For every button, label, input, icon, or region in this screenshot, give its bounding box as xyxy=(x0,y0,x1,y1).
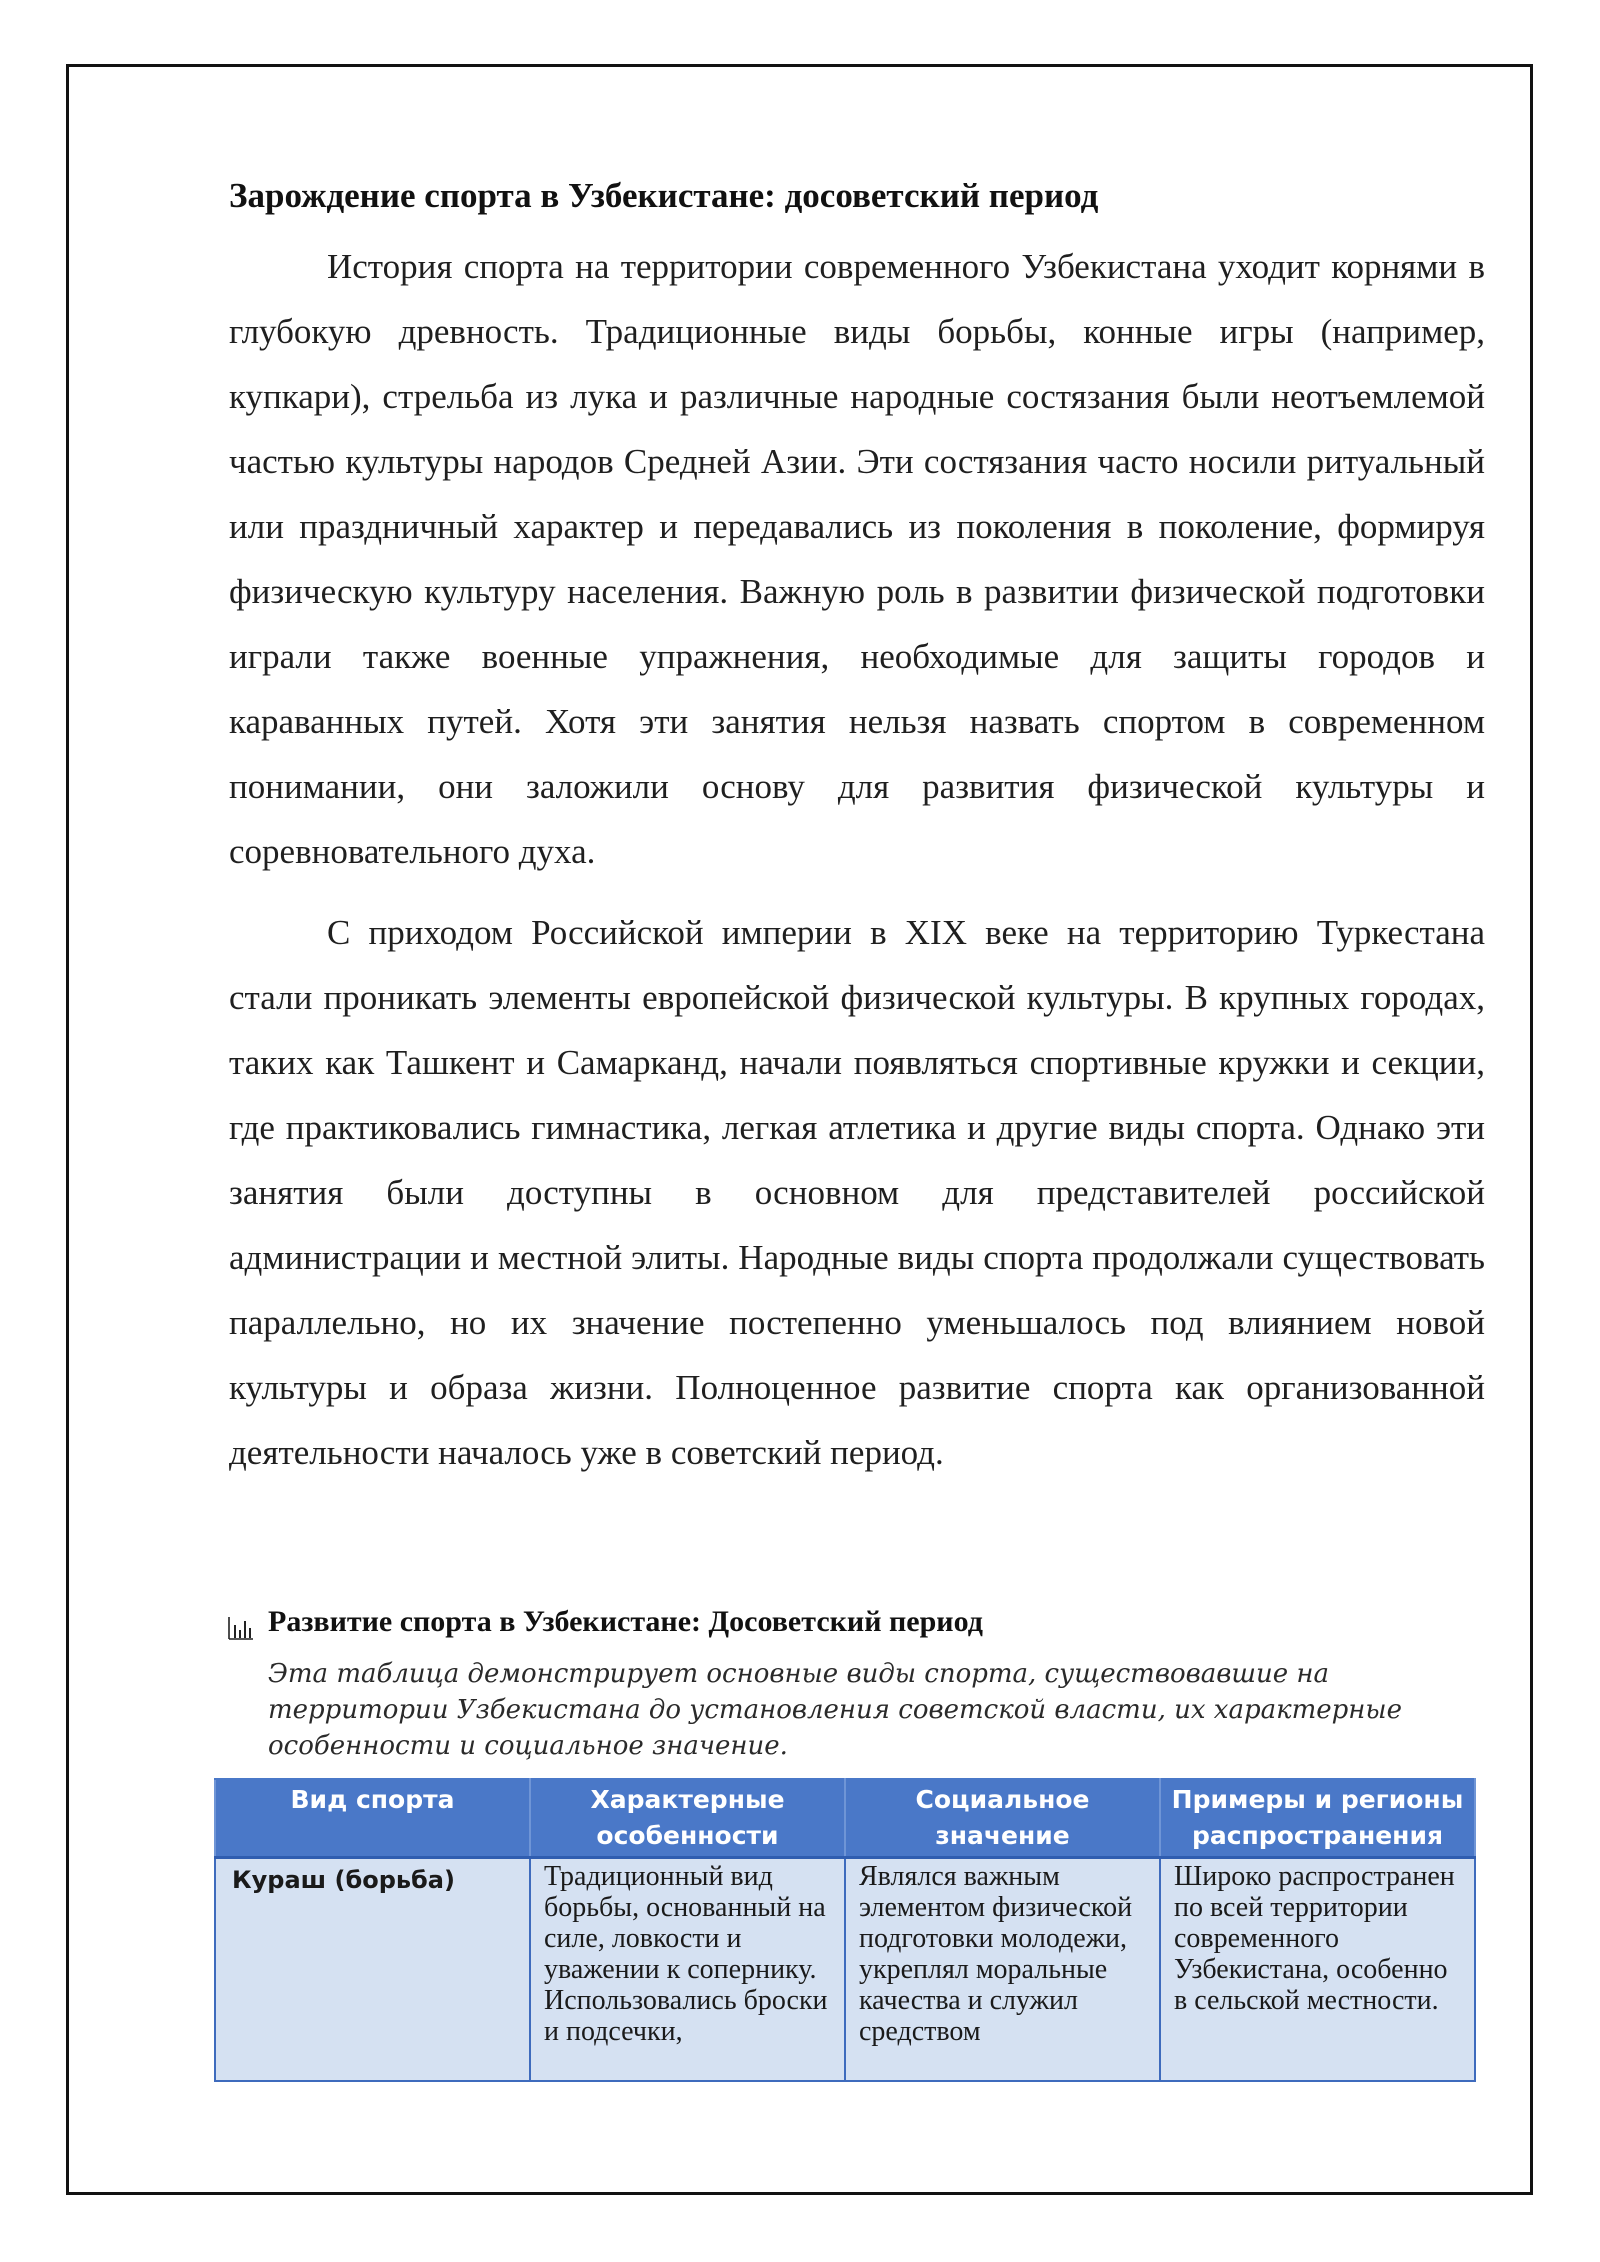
section-heading: Зарождение спорта в Узбекистане: досоветский период xyxy=(229,176,1099,215)
cell-sport-text: Кураш (борьба) xyxy=(232,1866,455,1894)
column-header-regions: Примеры и регионы распространения xyxy=(1160,1779,1475,1858)
paragraph-2: С приходом Российской империи в XIX веке на территорию Туркестана стали проникать элементы европейской физической культуры. В крупных городах, таких как Ташкент и Самарканд, начали появляться спортивные кружки и секции, где практиковались гимнастика, легкая атлетика и другие виды спорта. Однако эти занятия были доступны в основном для представителей российской администрации и местной элиты. Народные виды спорта продолжали существовать параллельно, но их значение постепенно уменьшалось под влиянием новой культуры и образа жизни. Полноценное развитие спорта как организованной деятельности началось уже в советский период. xyxy=(229,913,1485,1472)
table-description: Эта таблица демонстрирует основные виды спорта, существовавшие на территории Узбекистана до установления советской власти, их характерные особенности и социальное значение. xyxy=(268,1659,1402,1761)
cell-sport xyxy=(215,1858,530,2082)
cell-features-text: Традиционный вид борьбы, основанный на силе, ловкости и уважении к сопернику. Использовались броски и подсечки, xyxy=(544,1861,828,2047)
column-header-sport: Вид спорта xyxy=(215,1779,530,1858)
document-body xyxy=(229,172,1485,1501)
bar-chart-icon xyxy=(228,1611,254,1635)
cell-regions-text: Широко распространен по всей территории современного Узбекистана, особенно в сельской местности. xyxy=(1174,1861,1455,2016)
table-section xyxy=(214,1602,1474,2082)
sports-table xyxy=(214,1778,1476,2082)
cell-social xyxy=(845,1858,1160,2082)
cell-regions xyxy=(1160,1858,1475,2082)
column-header-social: Социальное значение xyxy=(845,1779,1160,1858)
table-header-row xyxy=(215,1779,1475,1858)
cell-social-text: Являлся важным элементом физической подготовки молодежи, укреплял моральные качества и служил средством xyxy=(859,1861,1133,2047)
table-title-row xyxy=(228,1602,1474,1642)
table-title: Развитие спорта в Узбекистане: Досоветский период xyxy=(268,1605,983,1638)
paragraph-1: История спорта на территории современного Узбекистана уходит корнями в глубокую древность. Традиционные виды борьбы, конные игры (например, купкари), стрельба из лука и различные народные состязания были неотъемлемой частью культуры народов Средней Азии. Эти состязания часто носили ритуальный или праздничный характер и передавались из поколения в поколение, формируя физическую культуру населения. Важную роль в развитии физической подготовки играли также военные упражнения, необходимые для защиты городов и караванных путей. Хотя эти занятия нельзя назвать спортом в современном понимании, они заложили основу для развития физической культуры и соревновательного духа. xyxy=(229,247,1485,871)
table-row xyxy=(215,1858,1475,2082)
cell-features xyxy=(530,1858,845,2082)
column-header-features: Характерные особенности xyxy=(530,1779,845,1858)
